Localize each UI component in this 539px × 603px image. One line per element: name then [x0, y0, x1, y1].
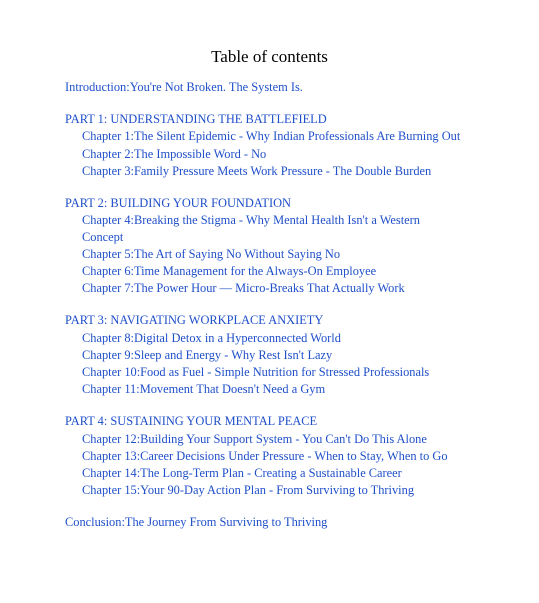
toc-link-chapter-7[interactable]: Chapter 7:The Power Hour — Micro-Breaks That Actually Work — [82, 281, 405, 295]
toc-link-part-3[interactable]: PART 3: NAVIGATING WORKPLACE ANXIETY — [65, 313, 324, 327]
toc-link-chapter-13[interactable]: Chapter 13:Career Decisions Under Pressure - When to Stay, When to Go — [82, 449, 448, 463]
toc-link-chapter-8[interactable]: Chapter 8:Digital Detox in a Hyperconnected World — [82, 331, 341, 345]
toc-link-part-4[interactable]: PART 4: SUSTAINING YOUR MENTAL PEACE — [65, 414, 318, 428]
toc-link-chapter-10[interactable]: Chapter 10:Food as Fuel - Simple Nutrition for Stressed Professionals — [82, 365, 430, 379]
toc-link-chapter-6[interactable]: Chapter 6:Time Management for the Always-On Employee — [82, 264, 377, 278]
toc-link-chapter-15[interactable]: Chapter 15:Your 90-Day Action Plan - From Surviving to Thriving — [82, 483, 415, 497]
toc-link-chapter-4-continued[interactable]: Concept — [82, 230, 124, 244]
toc-link-introduction[interactable]: Introduction:You're Not Broken. The System Is. — [65, 80, 303, 94]
toc-link-chapter-11[interactable]: Chapter 11:Movement That Doesn't Need a Gym — [82, 382, 326, 396]
toc-link-chapter-1[interactable]: Chapter 1:The Silent Epidemic - Why Indian Professionals Are Burning Out — [82, 129, 461, 143]
toc-link-conclusion[interactable]: Conclusion:The Journey From Surviving to Thriving — [65, 515, 328, 529]
toc-link-chapter-5[interactable]: Chapter 5:The Art of Saying No Without Saying No — [82, 247, 341, 261]
toc-link-chapter-14[interactable]: Chapter 14:The Long-Term Plan - Creating a Sustainable Career — [82, 466, 402, 480]
toc-link-part-1[interactable]: PART 1: UNDERSTANDING THE BATTLEFIELD — [65, 112, 327, 126]
toc-link-chapter-12[interactable]: Chapter 12:Building Your Support System - You Can't Do This Alone — [82, 432, 427, 446]
toc-link-chapter-9[interactable]: Chapter 9:Sleep and Energy - Why Rest Isn't Lazy — [82, 348, 333, 362]
toc-link-chapter-3[interactable]: Chapter 3:Family Pressure Meets Work Pressure - The Double Burden — [82, 164, 432, 178]
toc-title: Table of contents — [211, 47, 328, 66]
toc-link-part-2[interactable]: PART 2: BUILDING YOUR FOUNDATION — [65, 196, 291, 210]
toc-link-chapter-4[interactable]: Chapter 4:Breaking the Stigma - Why Mental Health Isn't a Western — [82, 213, 420, 227]
toc-link-chapter-2[interactable]: Chapter 2:The Impossible Word - No — [82, 147, 267, 161]
